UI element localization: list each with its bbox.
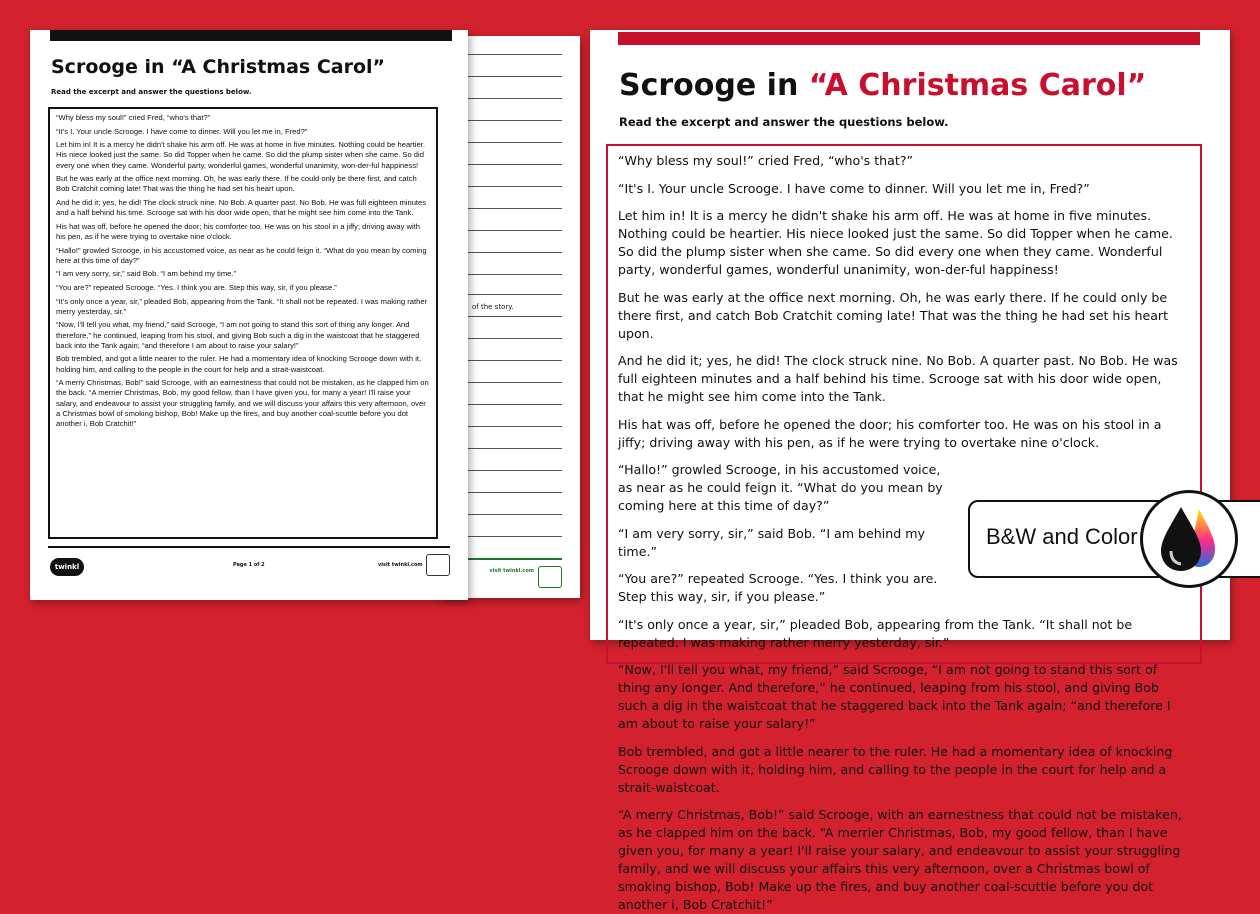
excerpt-paragraph: “I am very sorry, sir,” said Bob. “I am behind my time.” xyxy=(56,269,237,279)
page-number: Page 1 of 2 xyxy=(233,562,265,568)
footer-visit-link: visit twinkl.com xyxy=(378,562,423,568)
excerpt-paragraph: But he was early at the office next morning. Oh, he was early there. If he could only be there first, and catch Bob Cratchit coming late! That was the thing he had set his heart upon. xyxy=(618,289,1169,341)
ink-drops-icon xyxy=(1140,490,1238,588)
answer-line xyxy=(464,142,562,143)
excerpt-paragraph: “You are?” repeated Scrooge. “Yes. I think you are. Step this way, sir, if you please.” xyxy=(618,571,938,604)
answer-line xyxy=(464,316,562,317)
excerpt-paragraph: “You are?” repeated Scrooge. “Yes. I think you are. Step this way, sir, if you please.” xyxy=(56,282,337,292)
excerpt-box xyxy=(48,107,438,539)
answer-line xyxy=(464,492,562,493)
excerpt-paragraph: Let him in! It is a mercy he didn't shake his arm off. He was at home in five minutes. Nothing could be heartier. His niece looked just the same. So did Topper when he came. So did the plump sister when she came. So did every one when they came. Wonderful party, wonderful games, wonderful unanimity, won-der-ful happiness! xyxy=(56,140,425,170)
excerpt-paragraph: “Now, I'll tell you what, my friend,” said Scrooge, “I am not going to stand this sort of thing any longer. And therefore,” he continued, leaping from his stool, and giving Bob such a dig in the waistcoat that he staggered back into the Tank again; “and therefore I am about to raise your salary!” xyxy=(56,320,420,350)
answer-line xyxy=(464,404,562,405)
answer-line xyxy=(464,274,562,275)
answer-line xyxy=(464,208,562,209)
excerpt-paragraph: “It's I. Your uncle Scrooge. I have come to dinner. Will you let me in, Fred?” xyxy=(618,180,1090,196)
excerpt-paragraph: “Hallo!” growled Scrooge, in his accustomed voice, as near as he could feign it. “What do you mean by coming here at this time of day?” xyxy=(618,462,943,513)
answer-line xyxy=(464,360,562,361)
answer-line xyxy=(464,252,562,253)
excerpt-paragraph: His hat was off, before he opened the door; his comforter too. He was on his stool in a jiffy; driving away with his pen, as if he were trying to overtake nine o'clock. xyxy=(618,416,1162,450)
page-title: Scrooge in “A Christmas Carol” xyxy=(619,68,1147,103)
answer-line xyxy=(464,338,562,339)
excerpt-paragraph: His hat was off, before he opened the door; his comforter too. He was on his stool in a jiffy; driving away with his pen, as if he were trying to overtake nine o'clock. xyxy=(56,221,420,241)
page-footer xyxy=(48,546,450,571)
excerpt-box xyxy=(606,144,1202,912)
question-text-fragment: of the story. xyxy=(472,303,514,311)
answer-line xyxy=(464,98,562,99)
excerpt-paragraph: Bob trembled, and got a little nearer to the ruler. He had a momentary idea of knocking Scrooge down with it, holding him, and calling to the people in the court for help and a strait-waistcoat. xyxy=(618,743,1173,795)
excerpt-paragraph: And he did it; yes, he did! The clock struck nine. No Bob. A quarter past. No Bob. He was full eighteen minutes and a half behind his time. Scrooge sat with his door wide open, that he might see him come into the Tank. xyxy=(56,197,427,218)
excerpt-paragraph: “Now, I'll tell you what, my friend,” said Scrooge, “I am not going to stand this sort of thing any longer. And therefore,” he continued, leaping from his stool, and giving Bob such a dig in the waistcoat that he staggered back into the Tank again; “and therefore I am about to raise your salary!” xyxy=(618,662,1171,731)
worksheet-page-bw xyxy=(30,30,468,600)
excerpt-paragraph: “Hallo!” growled Scrooge, in his accustomed voice, as near as he could feign it. “What do you mean by coming here at this time of day?” xyxy=(56,245,427,265)
header-bar xyxy=(618,32,1200,45)
excerpt-paragraph: “It's only once a year, sir,” pleaded Bob, appearing from the Tank. “It shall not be repeated. I was making rather merry yesterday, sir.” xyxy=(618,616,1133,650)
excerpt-paragraph: “A merry Christmas, Bob!” said Scrooge, with an earnestness that could not be mistaken, as he clapped him on the back. “A merrier Christmas, Bob, my good fellow, than I have given you, for many a year! I'll raise your salary, and endeavour to assist your struggling family, and we will discuss your affairs this very afternoon, over a Christmas bowl of smoking bishop, Bob! Make up the fires, and buy another coal-scuttle before you dot another i, Bob Cratchit!” xyxy=(618,807,1182,912)
excerpt-paragraph: “Why bless my soul!” cried Fred, “who's that?” xyxy=(618,153,914,168)
excerpt-paragraph: “It's only once a year, sir,” pleaded Bob, appearing from the Tank. “It shall not be repeated. I was making rather merry yesterday, sir.” xyxy=(56,296,428,316)
answer-line xyxy=(464,382,562,383)
answer-line xyxy=(464,536,562,537)
excerpt-paragraph: Let him in! It is a mercy he didn't shake his arm off. He was at home in five minutes. Nothing could be heartier. His niece looked just the same. So did Topper when he came. So did the plump sister when she came. So did every one when they came. Wonderful party, wonderful games, wonderful unanimity, won-der-ful happiness! xyxy=(618,208,1173,277)
answer-line xyxy=(464,294,562,295)
instruction: Read the excerpt and answer the questions below. xyxy=(619,115,949,129)
quality-badge-icon xyxy=(426,554,450,576)
instruction: Read the excerpt and answer the questions below. xyxy=(51,88,252,96)
excerpt-paragraph: Bob trembled, and got a little nearer to the ruler. He had a momentary idea of knocking Scrooge down with it, holding him, and calling to the people in the court for help and a strait-waistcoat. xyxy=(56,354,422,374)
page-title: Scrooge in “A Christmas Carol” xyxy=(51,56,386,78)
excerpt-paragraph: “I am very sorry, sir,” said Bob. “I am behind my time.” xyxy=(618,525,925,559)
answer-line xyxy=(464,164,562,165)
answer-line xyxy=(464,186,562,187)
answer-line xyxy=(464,230,562,231)
excerpt-paragraph: “A merry Christmas, Bob!” said Scrooge, with an earnestness that could not be mistaken, as he clapped him on the back. “A merrier Christmas, Bob, my good fellow, than I have given you, for many a year! I'll raise your salary, and endeavour to assist your struggling family, and we will discuss your affairs this very afternoon, over a Christmas bowl of smoking bishop, Bob! Make up the fires, and buy another coal-scuttle before you dot another i, Bob Cratchit!” xyxy=(56,378,429,428)
excerpt-paragraph: And he did it; yes, he did! The clock struck nine. No Bob. A quarter past. No Bob. He was full eighteen minutes and a half behind his time. Scrooge sat with his door wide open, that he might see him come into the Tank. xyxy=(618,353,1178,404)
answer-line xyxy=(464,448,562,449)
answer-line xyxy=(464,76,562,77)
footer-visit-link: visit twinkl.com xyxy=(489,568,534,574)
answer-line xyxy=(464,514,562,515)
page-footer xyxy=(464,558,562,574)
quality-badge-icon xyxy=(538,566,562,588)
header-bar xyxy=(50,30,452,41)
answer-line xyxy=(464,120,562,121)
twinkl-logo: twinkl xyxy=(50,558,84,576)
excerpt-paragraph: “Why bless my soul!” cried Fred, “who's that?” xyxy=(56,113,211,122)
answer-line xyxy=(464,470,562,471)
answer-line xyxy=(464,54,562,55)
excerpt-paragraph: “It's I. Your uncle Scrooge. I have come to dinner. Will you let me in, Fred?” xyxy=(56,126,308,136)
excerpt-paragraph: But he was early at the office next morning. Oh, he was early there. If he could only be there first, and catch Bob Cratchit coming late! That was the thing he had set his heart upon. xyxy=(56,174,417,194)
answer-line xyxy=(464,426,562,427)
badge-label: B&W and Color xyxy=(986,524,1138,549)
